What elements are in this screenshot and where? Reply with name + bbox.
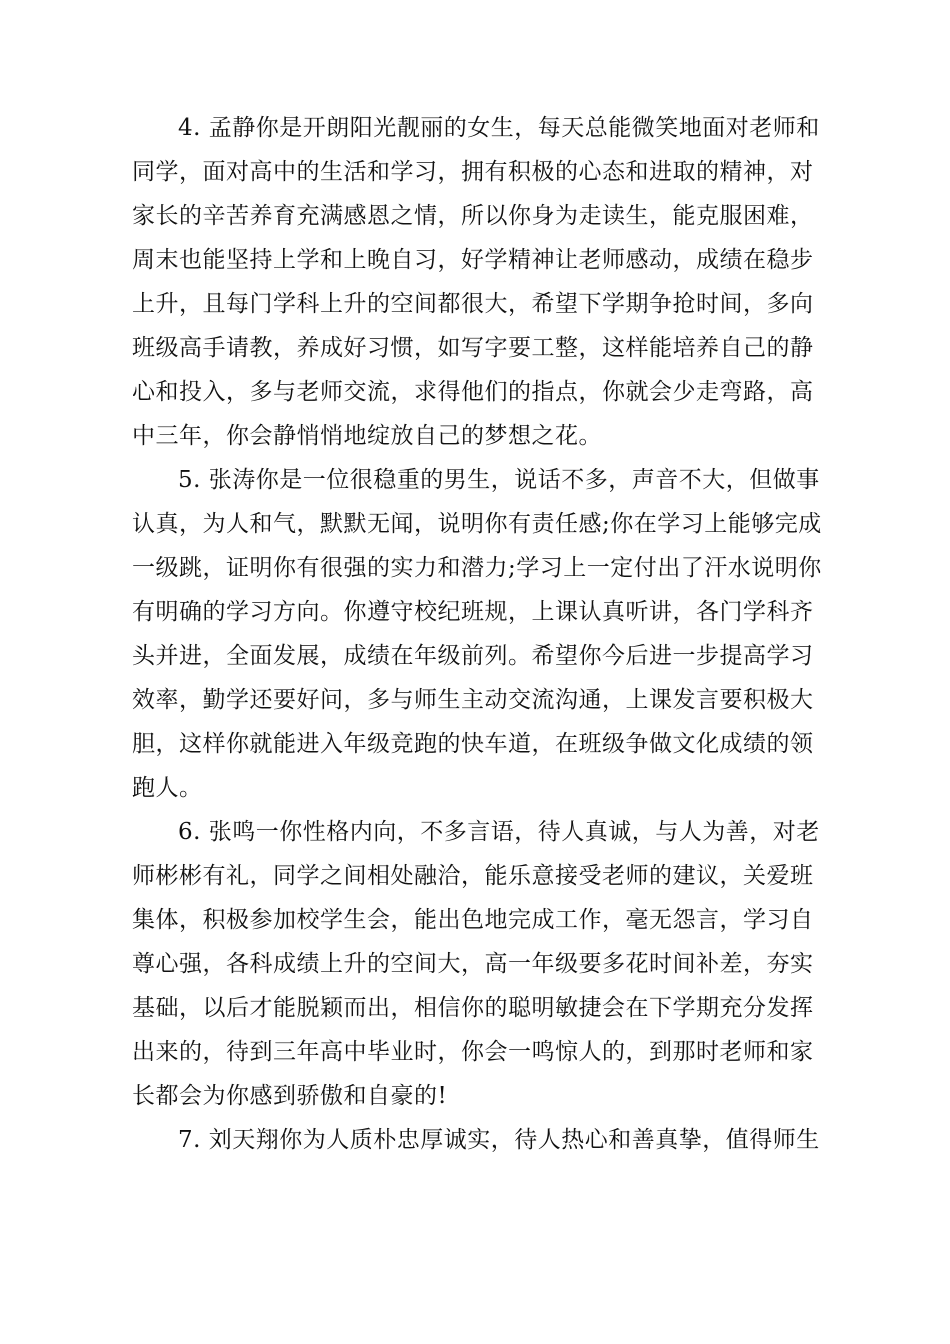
text-line: 心和投入，多与老师交流，求得他们的指点，你就会少走弯路，高 [132,379,814,405]
text-line: 出来的，待到三年高中毕业时，你会一鸣惊人的，到那时老师和家 [132,1039,814,1065]
text-line: 4. 孟静你是开朗阳光靓丽的女生，每天总能微笑地面对老师和 [178,115,820,141]
paragraph-4 [132,106,832,458]
text-line: 上升，且每门学科上升的空间都很大，希望下学期争抢时间，多向 [132,291,814,317]
text-line: 5. 张涛你是一位很稳重的男生，说话不多，声音不大，但做事 [178,467,820,493]
paragraph-7 [132,1118,832,1162]
text-line: 尊心强，各科成绩上升的空间大，高一年级要多花时间补差，夯实 [132,951,814,977]
text-line: 基础，以后才能脱颖而出，相信你的聪明敏捷会在下学期充分发挥 [132,995,814,1021]
text-line: 头并进，全面发展，成绩在年级前列。希望你今后进一步提高学习 [132,643,814,669]
text-line: 同学，面对高中的生活和学习，拥有积极的心态和进取的精神，对 [132,159,814,185]
text-line: 集体，积极参加校学生会，能出色地完成工作，毫无怨言，学习自 [132,907,814,933]
text-line: 家长的辛苦养育充满感恩之情，所以你身为走读生，能克服困难， [132,203,814,229]
text-line: 中三年，你会静悄悄地绽放自己的梦想之花。 [132,423,602,449]
text-line: 有明确的学习方向。你遵守校纪班规，上课认真听讲，各门学科齐 [132,599,814,625]
text-line: 跑人。 [132,775,203,801]
text-line: 效率，勤学还要好问，多与师生主动交流沟通，上课发言要积极大 [132,687,814,713]
text-line: 胆，这样你就能进入年级竞跑的快车道，在班级争做文化成绩的领 [132,731,814,757]
text-line: 长都会为你感到骄傲和自豪的! [132,1083,448,1109]
paragraph-5 [132,458,832,810]
text-line: 一级跳，证明你有很强的实力和潜力;学习上一定付出了汗水说明你 [132,555,822,581]
text-line: 7. 刘天翔你为人质朴忠厚诚实，待人热心和善真挚，值得师生 [178,1127,820,1153]
text-line: 周末也能坚持上学和上晚自习，好学精神让老师感动，成绩在稳步 [132,247,814,273]
text-line: 师彬彬有礼，同学之间相处融洽，能乐意接受老师的建议，关爱班 [132,863,814,889]
text-line: 6. 张鸣一你性格内向，不多言语，待人真诚，与人为善，对老 [178,819,820,845]
text-line: 认真，为人和气，默默无闻，说明你有责任感;你在学习上能够完成 [132,511,822,537]
document-body [132,106,832,1162]
paragraph-6 [132,810,832,1118]
text-line: 班级高手请教，养成好习惯，如写字要工整，这样能培养自己的静 [132,335,814,361]
